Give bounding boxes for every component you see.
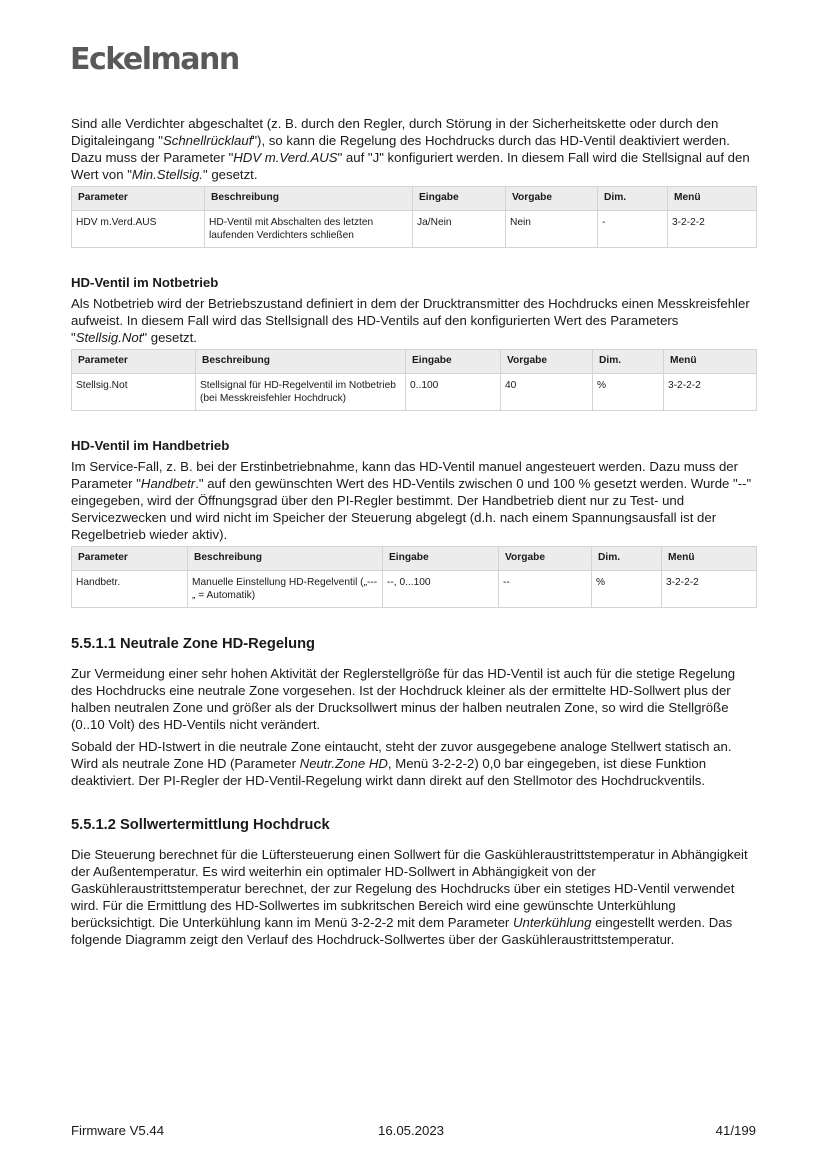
footer-page-number: 41/199 [715,1123,756,1138]
parameter-name-emphasis: Handbetr [140,476,196,491]
table-cell: % [592,571,662,608]
handbetrieb-paragraph: Im Service-Fall, z. B. bei der Erstinbetriebnahme, kann das HD-Ventil manuel angesteuert werden. Dazu muss der Parameter "Handbetr." auf den gewünschten Wert des HD-Ventils zwischen 0 und 100 % gesetzt werden. Wurde "--" eingegeben, wird der Öffnungsgrad über den PI-Regler bestimmt. Der Handbetrieb dient nur zu Test- und Servicezwecken und wird nicht im Speicher der Steuerung abgelegt (d.h. nach einem Spannungsausfall ist der Regelbetrieb wieder aktiv). [71,459,752,542]
table-cell: Manuelle Einstellung HD-Regelventil („---„ = Automatik) [188,571,383,608]
neutrale-zone-paragraph: Zur Vermeidung einer sehr hohen Aktivität der Reglerstellgröße für das HD-Ventil ist auch für die stetige Regelung des Hochdrucks eine neutrale Zone vorgesehen. Ist der Hochdruck kleiner als der ermittelte HD-Sollwert plus der halben neutralen Zone und größer als der Drucksollwert minus der halben neutralen Zone, so wird die Stellgröße (0..10 Volt) des HD-Ventils nicht verändert. [71,666,736,732]
table-cell: 0..100 [406,374,501,411]
parameter-name-emphasis: HDV m.Verd.AUS [233,150,338,165]
column-header: Beschreibung [188,547,383,571]
neutrale-zone-paragraph: Sobald der HD-Istwert in die neutrale Zone eintaucht, steht der zuvor ausgegebene analoge Stellwert statisch an. [71,739,732,754]
column-header: Vorgabe [501,350,593,374]
notbetrieb-heading: HD-Ventil im Notbetrieb [71,275,219,290]
parameter-table [71,349,757,411]
column-header: Dim. [592,547,662,571]
table-cell: % [593,374,664,411]
column-header: Vorgabe [499,547,592,571]
section-heading-sollwertermittlung: 5.5.1.2 Sollwertermittlung Hochdruck [71,817,330,833]
handbetrieb-heading: HD-Ventil im Handbetrieb [71,438,230,453]
column-header: Vorgabe [506,187,598,211]
column-header: Menü [664,350,757,374]
column-header: Parameter [72,547,188,571]
table-cell: Nein [506,211,598,248]
footer-firmware: Firmware V5.44 [71,1123,165,1138]
column-header: Parameter [72,187,205,211]
sollwert-paragraph: Die Steuerung berechnet für die Lüftersteuerung einen Sollwert für die Gaskühleraustrittstemperatur in Abhängigkeit der Außentemperatur. Es wird weiterhin ein optimaler HD-Sollwert in Abhängigkeit von der Gaskühleraustrittstemperatur berechnet, der zur Regelung des Hochdrucks über ein stetiges HD-Ventil verwendet wird. Für die Ermittlung des HD-Sollwertes im subkritschen Bereich wird eine gewünschte Unterkühlung berücksichtigt. Die Unterkühlung kann im Menü 3-2-2-2 mit dem Parameter Unterkühlung eingestellt werden. Das folgende Diagramm zeigt den Verlauf des Hochdruck-Sollwertes über der Gaskühleraustrittstemperatur. [71,847,748,947]
column-header: Dim. [598,187,668,211]
table-cell: HDV m.Verd.AUS [72,211,205,248]
table-cell: HD-Ventil mit Abschalten des letzten laufenden Verdichters schließen [205,211,413,248]
column-header: Eingabe [413,187,506,211]
parameter-table [71,186,757,248]
column-header: Eingabe [406,350,501,374]
column-header: Eingabe [383,547,499,571]
parameter-name-emphasis: Unterkühlung [512,915,592,930]
page-content [71,115,756,948]
parameter-name-emphasis: Schnellrücklauf [162,133,253,148]
company-logo: Eckelmann [70,42,239,77]
parameter-table [71,546,757,608]
table-cell: Handbetr. [72,571,188,608]
column-header: Menü [668,187,757,211]
table-header-row [72,350,757,374]
table-cell: 3-2-2-2 [664,374,757,411]
column-header: Beschreibung [196,350,406,374]
table-cell: 3-2-2-2 [668,211,757,248]
neutrale-zone-paragraph: Wird als neutrale Zone HD (Parameter Neutr.Zone HD, Menü 3-2-2-2) 0,0 bar eingegeben, ist diese Funktion deaktiviert. Der PI-Regler der HD-Ventil-Regelung wirkt dann direkt auf den Stellmotor des Hochdruckventils. [71,756,707,788]
table-cell: Ja/Nein [413,211,506,248]
table-header-row [72,187,757,211]
table-cell: -- [499,571,592,608]
parameter-name-emphasis: Min.Stellsig. [131,167,203,182]
table-cell: Stellsig.Not [72,374,196,411]
table-header-row [72,547,757,571]
table-row [72,374,757,411]
intro-paragraph: Sind alle Verdichter abgeschaltet (z. B. durch den Regler, durch Störung in der Sicherheitskette oder durch den Digitaleingang "Schnellrücklauf"), so kann die Regelung des Hochdrucks durch das HD-Ventil deaktiviert werden. Dazu muss der Parameter "HDV m.Verd.AUS" auf "J" konfiguriert werden. In diesem Fall wird die Stellsignal auf den Wert von "Min.Stellsig." gesetzt. [71,116,750,182]
parameter-name-emphasis: Neutr.Zone HD [299,756,388,771]
column-header: Beschreibung [205,187,413,211]
footer-date: 16.05.2023 [378,1123,445,1138]
parameter-name-emphasis: Stellsig.Not [75,330,143,345]
notbetrieb-paragraph: Als Notbetrieb wird der Betriebszustand definiert in dem der Drucktransmitter des Hochdrucks einen Messkreisfehler aufweist. In diesem Fall wird das Stellsignall des HD-Ventils auf den konfigurierten Wert des Parameters "Stellsig.Not" gesetzt. [71,296,750,345]
table-row [72,571,757,608]
column-header: Parameter [72,350,196,374]
column-header: Menü [662,547,757,571]
table-cell: 40 [501,374,593,411]
section-heading-neutrale-zone: 5.5.1.1 Neutrale Zone HD-Regelung [71,636,316,652]
table-cell: --, 0...100 [383,571,499,608]
column-header: Dim. [593,350,664,374]
table-cell: Stellsignal für HD-Regelventil im Notbetrieb (bei Messkreisfehler Hochdruck) [196,374,406,411]
table-row [72,211,757,248]
table-cell: 3-2-2-2 [662,571,757,608]
table-cell: - [598,211,668,248]
